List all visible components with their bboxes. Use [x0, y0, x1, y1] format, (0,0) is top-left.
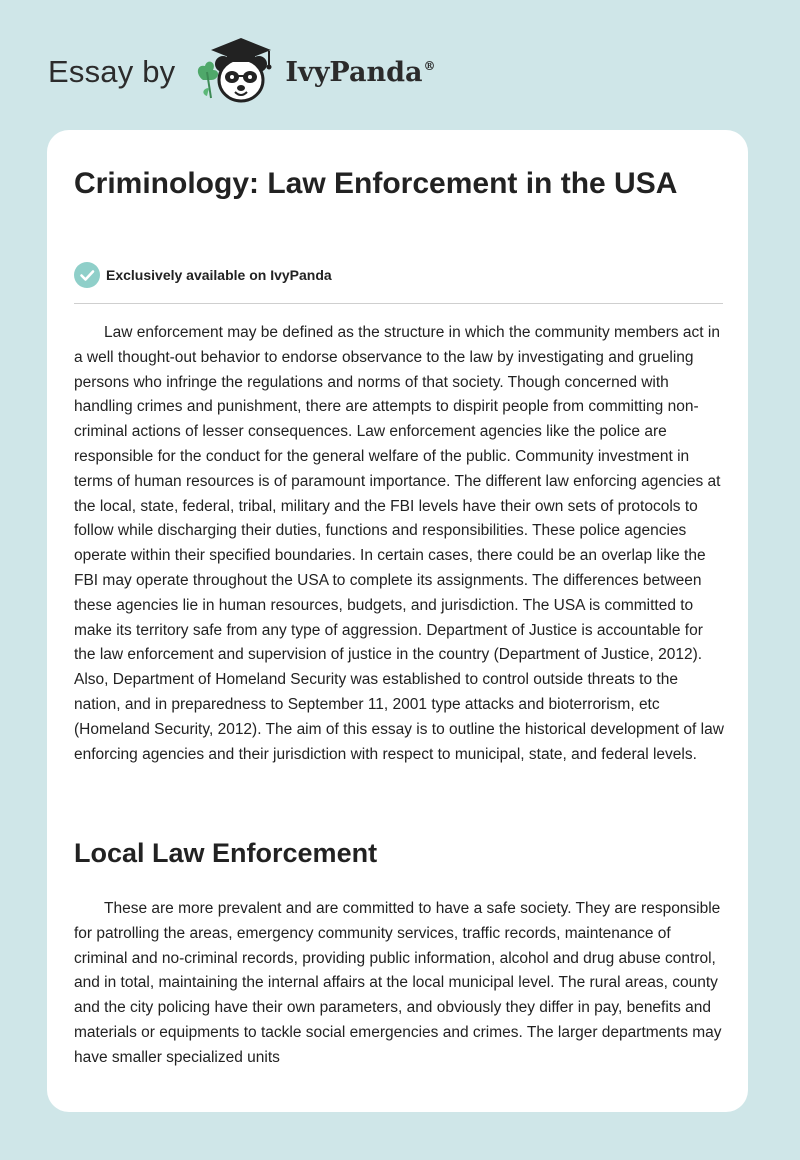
- exclusive-badge: [74, 262, 332, 288]
- brand-name[interactable]: [285, 57, 435, 88]
- brand-name-text[interactable]: IvyPanda: [285, 56, 423, 88]
- page-title: Criminology: Law Enforcement in the USA: [74, 167, 678, 200]
- section-heading: Local Law Enforcement: [74, 838, 378, 868]
- section-paragraph: These are more prevalent and are committed to have a safe society. They are responsible for patrolling the areas, emergency community services, traffic records, maintenance of criminal and no-criminal records, providing public information, alcohol and drug abuse control, and in total, maintaining the internal affairs at the local municipal level. The rural areas, county and the city policing have their own parameters, and obviously they differ in pay, benefits and materials or equipments to tackle social emergencies and crimes. The larger departments may have smaller specialized units: [74, 900, 722, 1066]
- essay-card: [47, 130, 748, 1112]
- check-circle-icon: [74, 262, 100, 288]
- essay-by-label: Essay by: [48, 54, 176, 89]
- site-header: [48, 36, 435, 108]
- intro-paragraph: Law enforcement may be defined as the structure in which the community members act in a well thought-out behavior to endorse observance to the law by investigating and grueling persons who infringe the regulations and norms of that society. Though concerned with handling crimes and punishment, there are attempts to dispirit people from committing non-criminal actions of lesser consequences. Law enforcement agencies like the police are responsible for the conduct for the general welfare of the public. Community investment in terms of human resources is of paramount importance. The different law enforcing agencies at the local, state, federal, tribal, military and the FBI levels have their own sets of protocols to follow while discharging their duties, functions and responsibilities. These police agencies operate within their specified boundaries. In certain cases, there could be an overlap like the FBI may operate throughout the USA to complete its assignments. The differences between these agencies lie in human resources, budgets, and jurisdiction. The USA is committed to make its territory safe from any type of aggression. Department of Justice is accountable for the law enforcement and supervision of justice in the country (Department of Justice, 2012). Also, Department of Homeland Security was established to control outside threats to the nation, and in preparedness to September 11, 2001 type attacks and bioterrorism, etc (Homeland Security, 2012). The aim of this essay is to outline the historical development of law enforcing agencies and their jurisdiction with respect to municipal, state, and federal levels.: [74, 324, 724, 763]
- divider: [74, 303, 723, 304]
- panda-graduate-icon[interactable]: [191, 36, 281, 108]
- exclusive-badge-label: Exclusively available on IvyPanda: [106, 267, 332, 283]
- trademark-symbol: ®: [423, 58, 436, 73]
